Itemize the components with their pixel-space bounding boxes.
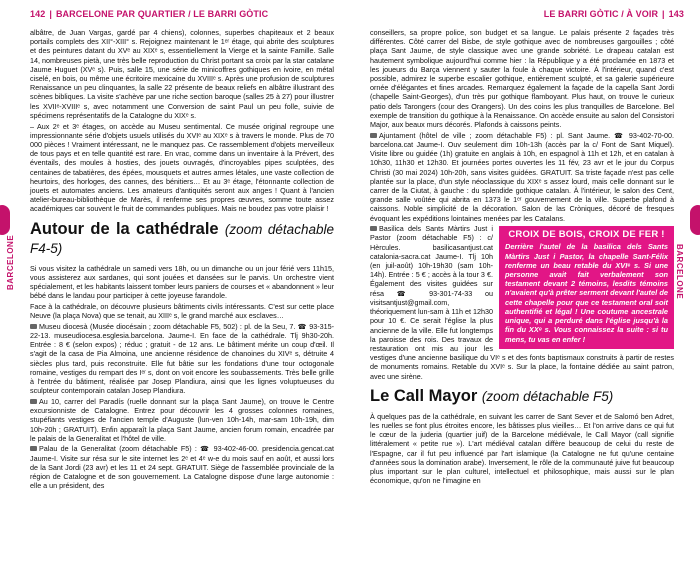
right-page: [350, 0, 700, 584]
left-side-tab: [0, 205, 10, 235]
right-side-tab: [690, 205, 700, 235]
entry-palau-generalitat: Palau de la Generalitat (zoom détachable F5) : ☎ 93-402-46-00. presidencia.gencat.cat Jaume-I. Visite sur résa sur le site internet les 2ᵉ et 4ᵉ w-e du mois sauf en août, et aussi lors de la Sant Jordi (23 avr) et les 11 et 24 sept. GRATUIT. Siège de l'assemblée provinciale de la région de Catalogne et de son gouvernement. La Catalogne dispose d'une large autonomie : elle a un président, des: [30, 444, 334, 491]
box-body: Derrière l'autel de la basilica dels Sants Màrtirs Just i Pastor, la chapelle Sant-Félix renferme un beau retable du XVIᵉ s. Si une personne avait fait verbalement son testament devant 2 témoins, lesdits témoins n'avaient qu'à prêter serment devant l'autel de cette chapelle pour que ce testament oral soit authentifié et légal ! Une coutume ancestrale unique, qui a perduré dans l'église jusqu'à la fin du XXᵉ s. Vous connaissez la suite : si tu mens, tu vas en enfer !: [505, 242, 668, 344]
camera-icon: [30, 324, 37, 329]
entry-carrer-paradis: Au 10, carrer del Paradís (ruelle donnant sur la plaça Sant Jaume), on trouve le Centre excursionniste de Catalogne. Entrez pour découvrir les 4 grosses colonnes romaines, stupéfiants vestiges de l'ancien temple d'Auguste (lun-ven 10h-14h, mar-sam 10h-19h, dim 10h-20h ; GRATUIT). Enfin apparaît la plaça Sant Jaume, ancien forum romain, encadrée par le palais de la Generalitat et l'hôtel de ville.: [30, 396, 334, 443]
paragraph: Face à la cathédrale, on découvre plusieurs bâtiments civils intéressants. C'est sur cette place Neuve (la plaça Nova) que se tenait, au XIIIᵉ s, le grand marché aux esclaves…: [30, 301, 334, 321]
left-head-title: BARCELONE PAR QUARTIER / LE BARRI GÒTIC: [55, 9, 269, 19]
entry-museu-diocesa: Museu diocesà (Musée diocésain ; zoom détachable F5, 502) : pl. de la Seu, 7. ☎ 93-315-22-13. museudiocesa.esglesia.barcelona. Jaume-I. En face de la cathédrale. Tlj 9h30-20h. Entrée : 8 € (selon expos) ; réduc ; gratuit - de 12 ans. Le bâtiment mérite un coup d'œil. Il s'agit de la casa de Pia Almoina, une ancienne résidence de chanoines du XIVᵉ s, détruite 4 siècles plus tard, puis reconstruite. Elle fut bâtie sur les fondations d'une tour octogonale romaine, vestiges du rempart des Iᵉʳ s, dont on voit encore les soubassements. Très belle grille à l'entrée du bâtiment, réalisée par Josep Plandiura, ainsi que les lignes voluptueuses du sculpteur contemporain catalan Josep Plandiura.: [30, 321, 334, 396]
section-heading-call-mayor: Le Call Mayor (zoom détachable F5): [370, 386, 614, 405]
paragraph: albâtre, de Juan Vargas, gardé par 4 chiens), colonnes, superbes chapiteaux et 2 beaux portails complets des XII°-XIII° s. Rejoignez maintenant le 1ᵉʳ étage, qui abrite des sculptures et des peintures datant du XVᵉ au XIXᵉ s, essentiellement la Vierge et la sainte Famille. Salle 14, nombreuses pietà, une très belle reproduction du Christ portant sa croix par la star catalane Jaume Huguet (XVᵉ s). Puis, salle 15, une série de minicoffres gothiques en ivoire, en métal ciselé, en bois, ou même une écritoire mexicaine du XVIIIᵉ s. Après une profusion de sculptures Renaissance un peu clinquantes, la salle 22 présente de beaux reliefs en albâtre illustrant des scènes bibliques. La visite s'achève par une riche section baroque (salles 25 à 27) pour illustrer les XVIIᵉ-XVIIIᵉ s, avec notamment une Conversion de saint Paul un peu folle, suivie de spécimens représentatifs de la Catalogne du XIXᵉ s.: [30, 28, 334, 120]
left-side-label: BARCELONE: [6, 234, 15, 290]
section-heading-cathedral: Autour de la cathédrale (zoom détachable F4-5): [30, 219, 334, 256]
camera-icon: [370, 133, 377, 138]
left-column: [30, 28, 334, 492]
paragraph: – Aux 2ᵉ et 3ᵉ étages, on accède au Museu sentimental. Ce musée original regroupe une impressionnante série d'objets usuels utilisés du XVIᵉ au XIXᵉ s à travers le monde. Plus de 70 000 pièces ! Vraiment intéressant, ne le manquez pas. Ce rassemblement d'objets merveilleux de tous pays et en telle quantité est rare. En vrac, comme dans un inventaire à la Prévert, des éventails, des moules à hosties, des jouets ouvragés, d'incroyables pipes sculptées, des centaines de tabatières, des épées, mousquets et autres armes létales, une vaste collection de heurtoirs, des horloges, des cannes, des bénitiers… Et au 3ᵉ étage, l'étonnante collection de jouets et automates anciens. Les amateurs d'antiquités seront aux anges ! Quant à l'ancien atelier-bureau-bibliothèque de Marès, il renferme ses propres œuvres, somme toute assez académiques car souvent le fruit de commandes publiques. Mais ne boudez pas votre plaisir !: [30, 121, 334, 214]
paragraph: À quelques pas de la cathédrale, en suivant les carrer de Sant Sever et de Salomó ben Adret, les ruelles se font plus étroites encore, les bâtisses plus vieilles… Et l'on arrive dans ce qui fut le cœur de la juderia (quartier juif) de la Barcelone médiévale, le Call Mayor (call signifie littéralement « petite rue »). L'art médiéval catalan diffère beaucoup de celui du reste de l'Espagne, car il fut peu influencé par l'art islamique (la Catalogne ne fut qu'une centaine d'années sous la domination arabe). Inversement, le rôle de la communauté juive fut beaucoup plus important sur le plan culturel, intellectuel et philosophique, mais aussi sur le plan économique, qu'on ne l'imagine en: [370, 411, 674, 486]
right-page-number: 143: [668, 9, 684, 19]
paragraph: Si vous visitez la cathédrale un samedi vers 18h, ou un dimanche ou un jour férié vers 11h15, vous assisterez aux sardanes, qui sont jouées et dansées sur le parvis. Un orchestre vient spécialement, et les habitants laissent tomber leurs paniers de courses et « abandonnent » leur bébé dans le landau pour participer à cette joyeuse farandole.: [30, 263, 334, 301]
entry-ajuntament: Ajuntament (hôtel de ville ; zoom détachable F5) : pl. Sant Jaume. ☎ 93-402-70-00. barcelona.cat Jaume-I. Ouv seulement dim 10h-13h (accès par la c/ Font de Sant Miquel). Visite libre ou guidée (1h) gratuite en anglais à 10h, en espagnol à 11h et 12h, et en catalan à 10h30, 11h30 et 12h30. Et journées portes ouvertes les 11 fév, 23 avr et le jour du Corpus Christi (30 mai 2024) 10h-20h, sans visites guidées. GRATUIT. Sa triste façade n'est pas celle plantée sur la place, d'un style néoclassique du XIXᵉ s assez lourd, mais celle donnant sur le carrer de la Ciutat, à gauche : du splendide gothique catalan. À l'intérieur, le salon des Cent, grande salle voûtée qui abrita en 1373 le 1ᵉʳ gouvernement de la ville. Superbe plafond à caissons. Noble simplicité de la décoration. Salon de las Cròniques, décoré de fresques évoquant les expéditions lointaines menées par les Catalans.: [370, 130, 674, 223]
sidebar-box: [499, 226, 674, 348]
left-running-head: 142 | BARCELONE PAR QUARTIER / LE BARRI GÒTIC: [30, 9, 269, 19]
right-head-title: LE BARRI GÒTIC / À VOIR: [543, 9, 659, 19]
box-title: CROIX DE BOIS, CROIX DE FER !: [508, 229, 665, 241]
entry-basilica: Basilica dels Sants Màrtirs Just i Pastor (zoom détachable F5) : c/ Hèrcules. basilicasantjust.cat catalonia-sacra.cat Jaume-I. Tlj 10h (en juil-août) 10h-19h30 (sam 10h-14h). Entrée : 5 € ; accès à la tour 3 €. Également des visites guidées sur résa ☎ 93-301-74-33 ou visitsantjust@gmail.com, théoriquement lun-sam à 11h et 12h30 pour 10 €. Ce serait l'église la plus ancienne de la ville. Elle fut longtemps la paroisse des rois. Des travaux de restauration ont mis au jour les vestiges d'une ancienne basilique du VIᵉ s et des fonts baptismaux construits à partir de restes de monuments romains. Retable du XVIᵉ s. Sur la place, la fontaine dédiée au saint patron, avec une sirène.: [370, 224, 674, 381]
paragraph: conseillers, sa propre police, son budget et sa langue. Le palais présente 2 façades très différentes. Côté carrer del Bisbe, de style gothique avec de nombreuses gargouilles ; côté plaça Sant Jaume, de style classique avec une grande sobriété. Le drapeau catalan est hautement symbolique aujourd'hui comme hier : la République y a été proclamée en 1873 et les joueurs du Barça viennent y sauter la foule à chaque victoire. À l'intérieur, quand c'est possible, admirez le superbe escalier gothique, entièrement sculpté, et sa galerie supérieure ornée d'élégantes et fines arcades. Remarquez également la façade de la capella Sant Jordi (chapelle Saint-Georges), d'un très pur gothique flamboyant. Plus haut, on trouve le curieux patio dels Tarongers (cour des Orangers). Un des coins les plus tranquilles de Barcelone. Bel exemple de transition du gothique à la Renaissance. On accède ensuite au salon del Consistori Major, aux beaux murs décorés. Plafonds à caissons peints.: [370, 28, 674, 130]
right-column: [370, 28, 674, 487]
camera-icon: [30, 446, 37, 451]
left-page-number: 142: [30, 9, 46, 19]
right-side-label: BARCELONE: [675, 244, 684, 300]
camera-icon: [30, 399, 37, 404]
camera-icon: [370, 226, 377, 231]
right-running-head: LE BARRI GÒTIC / À VOIR | 143: [543, 9, 684, 19]
